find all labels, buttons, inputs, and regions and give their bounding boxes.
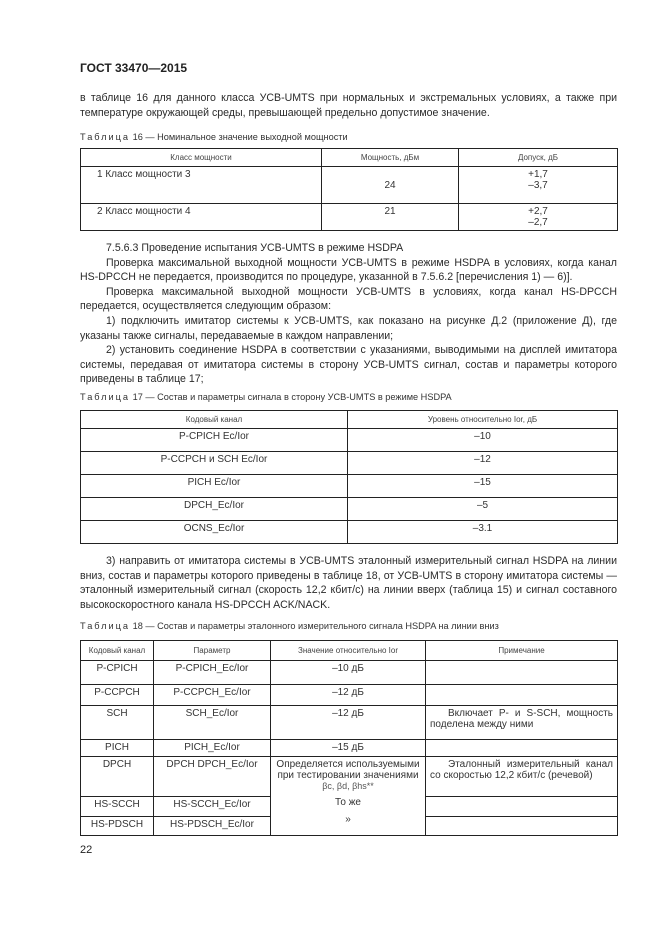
table-row [81,521,618,544]
col-header: Кодовый канал [81,641,154,661]
cell [426,740,618,757]
caption-label: Таблица [80,132,131,142]
cell: –15 [348,475,618,498]
cell: DPCH DPCH_Ec/Ior [154,757,271,797]
caption-text: 16 — Номинальное значение выходной мощности [132,132,348,142]
cell: 2 Класс мощности 4 [81,204,322,231]
cell: –12 дБ [271,685,426,706]
col-header: Мощность, дБм [322,149,459,167]
col-header: Класс мощности [81,149,322,167]
document-header: ГОСТ 33470—2015 [80,61,188,75]
cell: P-CCPCH и SCH Ec/Ior [81,452,348,475]
cell: P-CPICH_Ec/Ior [154,661,271,685]
cell: Эталонный измерительный канал со скоростью 12,2 кбит/с (речевой) [426,757,618,797]
cell: 1 Класс мощности 3 [81,167,322,204]
cell: SCH_Ec/Ior [154,706,271,740]
paragraph-3: 3) направить от имитатора системы в УСВ-UMTS эталонный измерительный сигнал HSDPA на линии вниз, состав и параметры которого приведены в таблице 18, от УСВ-UMTS в сторону имитатора системы — эталонный измерительный сигнал (скорость 12,2 кбит/с) на линии вверх (таблица 15) и сигнал составного высокоскоростного канала HS-DPCCH ACK/NACK. [80,555,617,611]
table-row [81,429,618,452]
cell [426,685,618,706]
cell: OCNS_Ec/Ior [81,521,348,544]
cell [426,661,618,685]
table-row [81,706,618,740]
table18-caption [80,621,499,631]
cell: –12 дБ [271,706,426,740]
cell: Включает P- и S-SCH, мощность поделена между ними [426,706,618,740]
cell: HS-PDSCH [81,817,154,836]
cell: PICH_Ec/Ior [154,740,271,757]
cell [426,817,618,836]
table16-caption [80,132,348,142]
table-row [81,475,618,498]
cell [459,167,618,204]
cell: –10 дБ [271,661,426,685]
cell: P-CCPCH_Ec/Ior [154,685,271,706]
cell [271,757,426,836]
col-header: Кодовый канал [81,411,348,429]
caption-label: Таблица [80,392,131,402]
cell: P-CCPCH [81,685,154,706]
beta-text: βc, βd, βhs** [322,781,374,791]
table-row [81,204,618,231]
cell: PICH Ec/Ior [81,475,348,498]
col-header: Параметр [154,641,271,661]
intro-paragraph: в таблице 16 для данного класса УСВ-UMTS при нормальных и экстремальных условиях, а также при температуре окружающей среды, превышающей предельно допустимое значение. [80,92,617,119]
cell: SCH [81,706,154,740]
col-header: Допуск, дБ [459,149,618,167]
cell: DPCH [81,757,154,797]
paragraph: 1) подключить имитатор системы к УСВ-UMTS, как показано на рисунке Д.2 (приложение Д), где указаны также сигналы, передаваемые в каждом направлении; [80,314,617,342]
cell: HS-PDSCH_Ec/Ior [154,817,271,836]
cell: –15 дБ [271,740,426,757]
tol-plus: +1,7 [528,169,548,180]
table-row [81,757,618,797]
table-row [81,452,618,475]
cell: P-CPICH Ec/Ior [81,429,348,452]
cell [459,204,618,231]
caption-text: 18 — Состав и параметры эталонного измерительного сигнала HSDPA на линии вниз [132,621,499,631]
table-row [81,740,618,757]
table-row [81,661,618,685]
paragraph: Проверка максимальной выходной мощности УСВ-UMTS в режиме HSDPA в условиях, когда канал HS-DPCCH не передается, производится по процедуре, указанной в 7.5.6.2 [перечисления 1) — 6)]. [80,256,617,284]
table-17 [80,410,618,544]
cell: –10 [348,429,618,452]
cell: 21 [322,204,459,231]
caption-label: Таблица [80,621,131,631]
section-text [80,241,617,387]
cell: HS-SCCH [81,797,154,817]
cell: –3.1 [348,521,618,544]
table17-caption [80,392,452,402]
tol-minus: –2,7 [528,217,548,228]
cell [426,797,618,817]
cell: HS-SCCH_Ec/Ior [154,797,271,817]
paragraph: Проверка максимальной выходной мощности УСВ-UMTS в условиях, когда канал HS-DPCCH передается, осуществляется следующим образом: [80,285,617,313]
cell: PICH [81,740,154,757]
table-16 [80,148,618,231]
section-title: 7.5.6.3 Проведение испытания УСВ-UMTS в режиме HSDPA [106,242,404,254]
paragraph: 2) установить соединение HSDPA в соответствии с указаниями, выводимыми на дисплей имитатора системы, передавая от имитатора системы в сторону УСВ-UMTS сигнал, состав и параметры которого приведены в таблице 17; [80,344,617,386]
table-row [81,685,618,706]
cell-text: Определяется используемыми при тестировании значениями [276,759,420,781]
col-header: Уровень относительно Ior, дБ [348,411,618,429]
cell: DPCH_Ec/Ior [81,498,348,521]
cell-text: » [345,814,351,825]
table-row [81,498,618,521]
tol-plus: +2,7 [528,206,548,217]
col-header: Значение относительно Ior [271,641,426,661]
cell: 24 [322,167,459,204]
cell: –12 [348,452,618,475]
cell: P-CPICH [81,661,154,685]
table-18 [80,640,618,836]
cell: –5 [348,498,618,521]
table-row [81,167,618,204]
col-header: Примечание [426,641,618,661]
tol-minus: –3,7 [528,180,548,191]
page-number: 22 [80,844,93,856]
cell-text: То же [335,797,361,808]
caption-text: 17 — Состав и параметры сигнала в сторону УСВ-UMTS в режиме HSDPA [132,392,452,402]
